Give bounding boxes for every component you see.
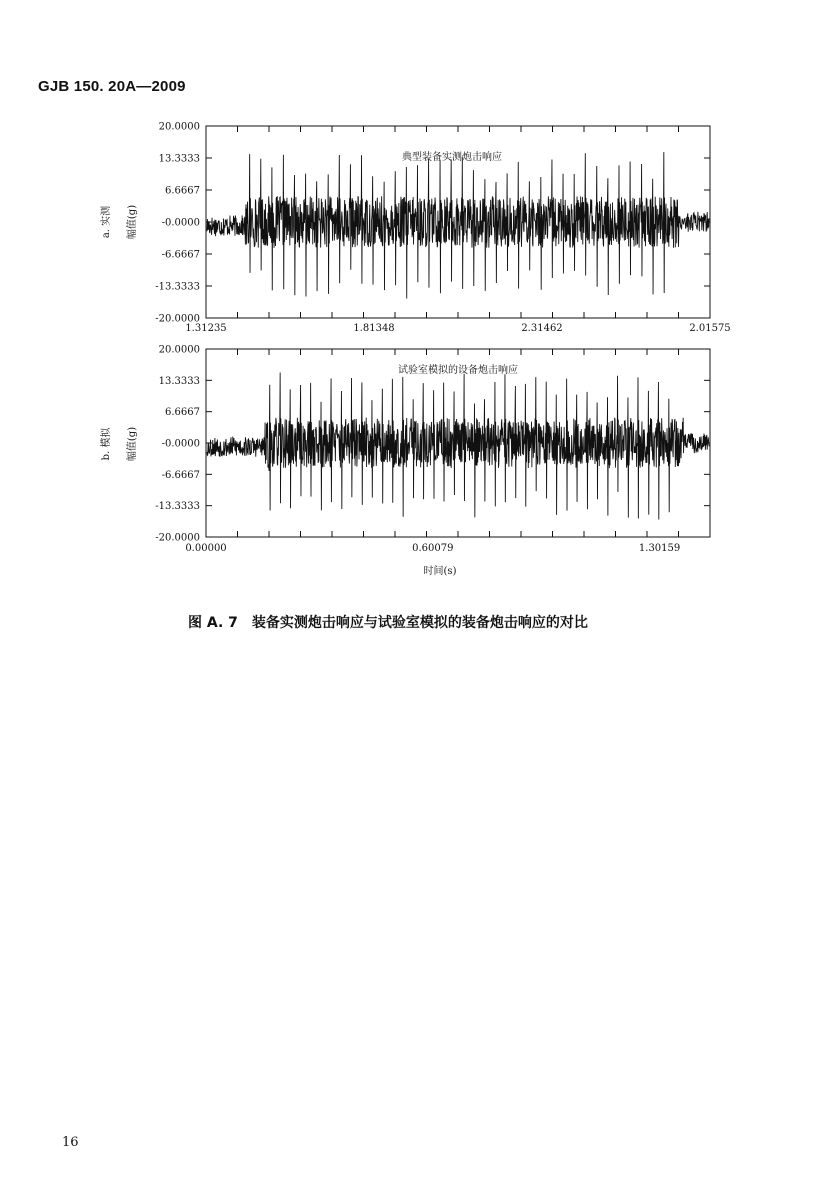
- y-tick-label: -20.0000: [155, 532, 200, 544]
- y-tick-label: 6.6667: [165, 407, 200, 419]
- figure-caption: [188, 612, 648, 632]
- y-tick-labels-b: [155, 345, 200, 544]
- y-tick-label: 20.0000: [158, 344, 200, 356]
- y-tick-label: 6.6667: [165, 185, 200, 197]
- x-tick-label: 1.81348: [353, 323, 395, 334]
- y-tick-label: 20.0000: [158, 121, 200, 133]
- caption-number: 图 A. 7: [188, 615, 238, 631]
- x-tick-label: 1.30159: [638, 543, 681, 554]
- signal-series-a: [207, 152, 709, 298]
- y-tick-label: -0.0000: [161, 217, 200, 229]
- y-axis-title-a: 幅值(g): [127, 204, 138, 240]
- y-tick-label: -6.6667: [161, 249, 200, 261]
- panel-label-b: b. 模拟: [101, 427, 112, 461]
- document-header: GJB 150. 20A—2009: [38, 78, 186, 95]
- x-tick-labels-a: [185, 323, 730, 334]
- x-tick-label: 1.31235: [185, 323, 227, 334]
- page-number: 16: [62, 1135, 79, 1150]
- panel-label-a: a. 实测: [101, 205, 112, 239]
- chart-panel-b: [99, 345, 710, 578]
- x-tick-label: 0.60079: [412, 543, 454, 554]
- x-tick-label: 2.01575: [689, 323, 731, 334]
- plot-title-b: 试验室模拟的设备炮击响应: [398, 365, 518, 376]
- chart-panel-a: [99, 122, 731, 335]
- x-axis-title-b: 时间(s): [423, 566, 457, 577]
- caption-text: 装备实测炮击响应与试验室模拟的装备炮击响应的对比: [251, 615, 588, 631]
- y-tick-label: 13.3333: [158, 375, 200, 387]
- y-axis-title-b: 幅值(g): [127, 426, 138, 462]
- signal-series-b: [207, 373, 709, 520]
- y-tick-labels-a: [155, 122, 200, 325]
- y-tick-label: -0.0000: [161, 438, 200, 450]
- y-tick-label: -13.3333: [155, 501, 200, 513]
- x-tick-label: 2.31462: [521, 323, 563, 334]
- plot-title-a: 典型装备实测炮击响应: [402, 152, 502, 163]
- y-tick-label: -13.3333: [155, 281, 200, 293]
- x-tick-labels-b: [185, 543, 680, 554]
- y-tick-label: 13.3333: [158, 153, 200, 165]
- y-tick-label: -6.6667: [161, 469, 200, 481]
- x-tick-label: 0.00000: [185, 543, 227, 554]
- y-tick-label: -20.0000: [155, 313, 200, 325]
